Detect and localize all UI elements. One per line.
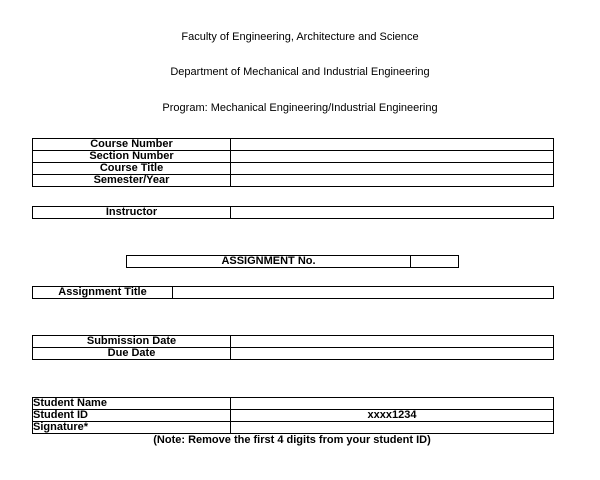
course-title-label: Course Title — [33, 163, 231, 175]
student-name-field[interactable] — [231, 398, 554, 410]
instructor-label: Instructor — [33, 207, 231, 219]
assignment-number-table — [126, 255, 459, 268]
program-heading: Program: Mechanical Engineering/Industrial Engineering — [162, 102, 438, 114]
table-row — [33, 410, 554, 422]
course-info-table — [32, 138, 554, 187]
semester-year-label: Semester/Year — [33, 175, 231, 187]
assignment-title-field[interactable] — [173, 287, 554, 299]
table-row — [33, 175, 554, 187]
table-row — [33, 151, 554, 163]
section-number-label: Section Number — [33, 151, 231, 163]
section-number-field[interactable] — [231, 151, 554, 163]
student-id-field[interactable]: xxxx1234 — [231, 410, 554, 422]
table-row — [33, 398, 554, 410]
instructor-table — [32, 206, 554, 219]
signature-field[interactable] — [231, 422, 554, 434]
submission-date-label: Submission Date — [33, 336, 231, 348]
course-number-field[interactable] — [231, 139, 554, 151]
student-info-table — [32, 397, 554, 434]
table-row — [33, 163, 554, 175]
student-name-label: Student Name — [33, 398, 231, 410]
submission-date-field[interactable] — [231, 336, 554, 348]
assignment-number-field[interactable] — [411, 256, 459, 268]
dates-table — [32, 335, 554, 360]
faculty-heading: Faculty of Engineering, Architecture and Science — [181, 31, 419, 43]
table-row — [33, 422, 554, 434]
student-id-label: Student ID — [33, 410, 231, 422]
table-row — [33, 207, 554, 219]
table-row — [33, 287, 554, 299]
due-date-label: Due Date — [33, 348, 231, 360]
student-id-note: (Note: Remove the first 4 digits from your student ID) — [153, 434, 431, 446]
signature-label: Signature* — [33, 422, 231, 434]
table-row — [33, 336, 554, 348]
course-title-field[interactable] — [231, 163, 554, 175]
semester-year-field[interactable] — [231, 175, 554, 187]
department-heading: Department of Mechanical and Industrial Engineering — [170, 66, 430, 78]
assignment-title-label: Assignment Title — [33, 287, 173, 299]
course-number-label: Course Number — [33, 139, 231, 151]
instructor-field[interactable] — [231, 207, 554, 219]
assignment-number-label: ASSIGNMENT No. — [127, 256, 411, 268]
due-date-field[interactable] — [231, 348, 554, 360]
table-row — [33, 139, 554, 151]
assignment-title-table — [32, 286, 554, 299]
table-row — [127, 256, 459, 268]
table-row — [33, 348, 554, 360]
